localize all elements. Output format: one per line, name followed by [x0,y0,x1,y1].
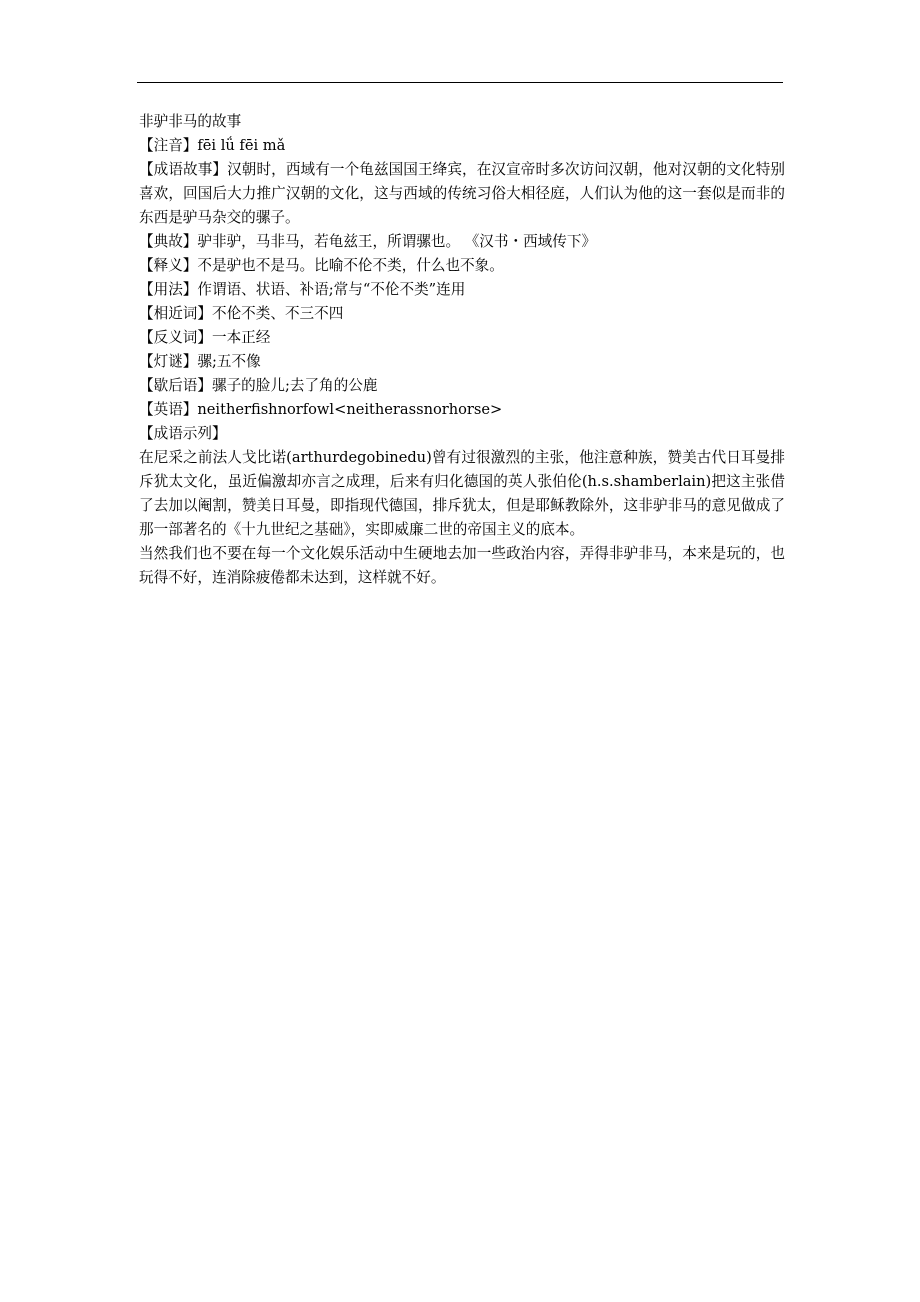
header-rule [137,82,783,83]
usage-line: 【用法】作谓语、状语、补语;常与“不伦不类”连用 [139,281,466,298]
example-paragraph-2: 当然我们也不要在每一个文化娱乐活动中生硬地去加一些政治内容，弄得非驴非马，本来是玩的，也玩得不好，连消除疲倦都未达到，这样就不好。 [139,545,785,586]
synonyms-line: 【相近词】不伦不类、不三不四 [139,305,344,322]
antonyms-line: 【反义词】一本正经 [139,329,271,346]
riddle-line: 【灯谜】骡;五不像 [139,353,261,370]
example-paragraph-1: 在尼采之前法人戈比诺(arthurdegobinedu)曾有过很激烈的主张，他注意种族，赞美古代日耳曼排斥犹太文化，虽近偏激却亦言之成理，后来有归化德国的英人张伯伦(h.s.shamberlain)把这主张借了去加以阉割，赞美日耳曼，即指现代德国，排斥犹太，但是耶稣教除外，这非驴非马的意见做成了那一部著名的《十九世纪之基础》，实即威廉二世的帝国主义的底本。 [139,449,785,538]
document-body [139,110,785,590]
examples-heading: 【成语示列】 [139,425,227,442]
english-line: 【英语】neitherfishnorfowl<neitherassnorhorse> [139,401,503,418]
meaning-line: 【释义】不是驴也不是马。比喻不伦不类，什么也不象。 [139,257,504,274]
document-title: 非驴非马的故事 [139,113,242,130]
story-paragraph: 【成语故事】汉朝时，西域有一个龟兹国国王绛宾，在汉宣帝时多次访问汉朝，他对汉朝的文化特别喜欢，回国后大力推广汉朝的文化，这与西域的传统习俗大相径庭，人们认为他的这一套似是而非的东西是驴马杂交的骡子。 [139,161,785,226]
pinyin-line: 【注音】fēi lǘ fēi mǎ [139,137,286,154]
xiehouyu-line: 【歇后语】骡子的脸儿;去了角的公鹿 [139,377,378,394]
allusion-line: 【典故】驴非驴，马非马，若龟兹王，所谓骡也。 《汉书・西域传下》 [139,233,597,250]
